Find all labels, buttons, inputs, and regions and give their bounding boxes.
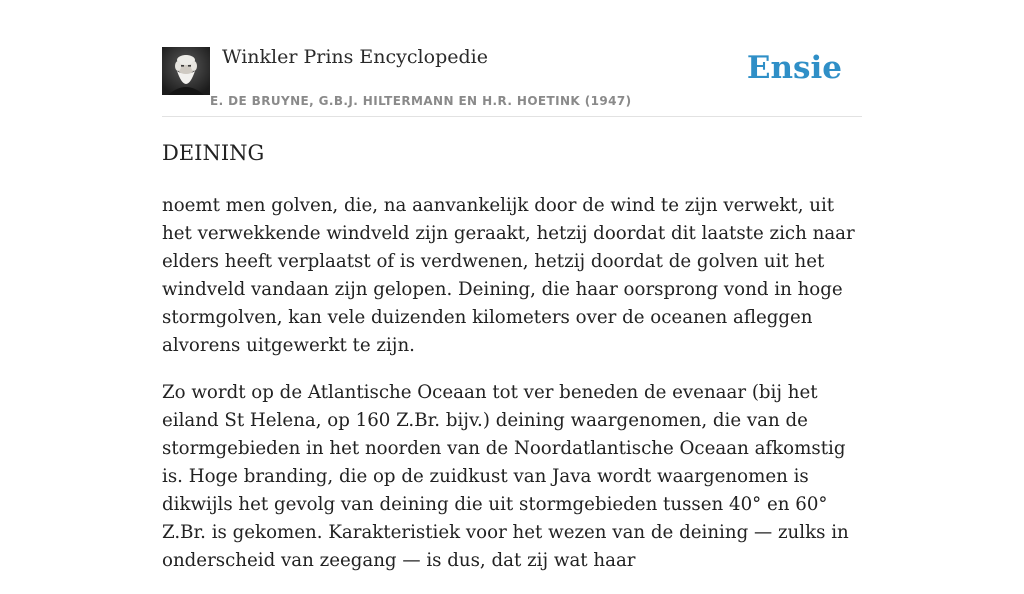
entry-title: DEINING [162, 141, 265, 165]
entry-paragraph: noemt men golven, die, na aanvankelijk door de wind te zijn verwekt, uit het verwekkende windveld zijn geraakt, hetzij doordat dit laatste zich naar elders heeft verplaatst of is verdwenen, hetzij doordat de golven uit het windveld vandaan zijn gelopen. Deining, die haar oorsprong vond in hoge stormgolven, kan vele duizenden kilometers over de oceanen afleggen alvorens uitgewerkt te zijn. [162, 195, 855, 356]
portrait-icon [162, 47, 210, 95]
brand-logo[interactable]: Ensie [746, 50, 842, 86]
source-authors: E. DE BRUYNE, G.B.J. HILTERMANN EN H.R. HOETINK (1947) [210, 94, 632, 108]
author-avatar[interactable] [162, 47, 210, 95]
source-header [162, 46, 862, 117]
source-title[interactable]: Winkler Prins Encyclopedie [222, 46, 488, 68]
entry-paragraph: Zo wordt op de Atlantische Oceaan tot ver beneden de evenaar (bij het eiland St Helena, op 160 Z.Br. bijv.) deining waargenomen, die van de stormgebieden in het noorden van de Noordatlantische Oceaan afkomstig is. Hoge branding, die op de zuidkust van Java wordt waargenomen is dikwijls het gevolg van deining die uit stormgebieden tussen 40° en 60° Z.Br. is gekomen. Karakteristiek voor het wezen van de deining — zulks in onderscheid van zeegang — is dus, dat zij wat haar [162, 382, 849, 571]
entry-body [162, 192, 862, 594]
